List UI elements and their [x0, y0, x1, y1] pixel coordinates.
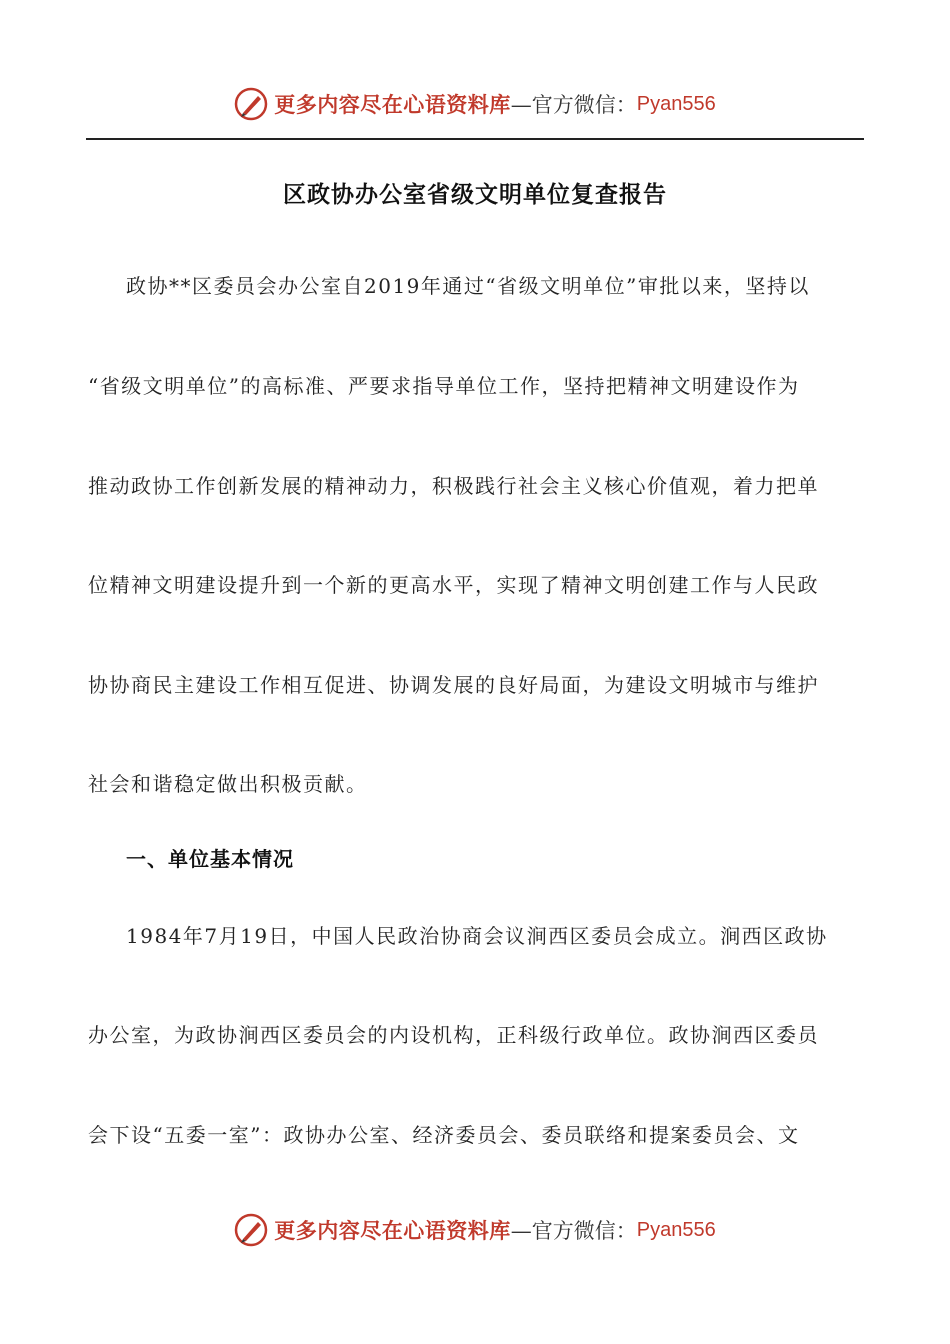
- paragraph1-line: 位精神文明建设提升到一个新的更高水平，实现了精神文明创建工作与人民政: [88, 573, 819, 597]
- pen-logo-icon: [234, 1213, 268, 1247]
- banner-wechat-id: Pyan556: [636, 92, 716, 115]
- paragraph2-line: 办公室，为政协涧西区委员会的内设机构，正科级行政单位。政协涧西区委员: [88, 1023, 819, 1047]
- paragraph1-line: 协协商民主建设工作相互促进、协调发展的良好局面，为建设文明城市与维护: [88, 673, 819, 697]
- header-divider: [86, 138, 864, 140]
- paragraph1-line: 社会和谐稳定做出积极贡献。: [88, 772, 368, 796]
- banner-separator: —官方微信：: [510, 93, 637, 117]
- paragraph1-line: 推动政协工作创新发展的精神动力，积极践行社会主义核心价值观，着力把单: [88, 474, 819, 498]
- section-heading: 一、单位基本情况: [126, 847, 294, 871]
- banner-title: 更多内容尽在心语资料库: [274, 1218, 511, 1243]
- paragraph1-line: “省级文明单位”的高标准、严要求指导单位工作，坚持把精神文明建设作为: [88, 374, 800, 398]
- banner-separator: —官方微信：: [510, 1219, 637, 1243]
- paragraph1-line: 政协**区委员会办公室自2019年通过“省级文明单位”审批以来，坚持以: [126, 274, 810, 298]
- footer-banner: [0, 1210, 950, 1250]
- pen-logo-icon: [234, 87, 268, 121]
- paragraph2-line: 1984年7月19日，中国人民政治协商会议涧西区委员会成立。涧西区政协: [126, 924, 828, 948]
- paragraph2-line: 会下设“五委一室”：政协办公室、经济委员会、委员联络和提案委员会、文: [88, 1123, 800, 1147]
- header-banner: [0, 84, 950, 124]
- document-title: 区政协办公室省级文明单位复查报告: [283, 182, 667, 208]
- banner-title: 更多内容尽在心语资料库: [274, 92, 511, 117]
- banner-wechat-id: Pyan556: [636, 1218, 716, 1241]
